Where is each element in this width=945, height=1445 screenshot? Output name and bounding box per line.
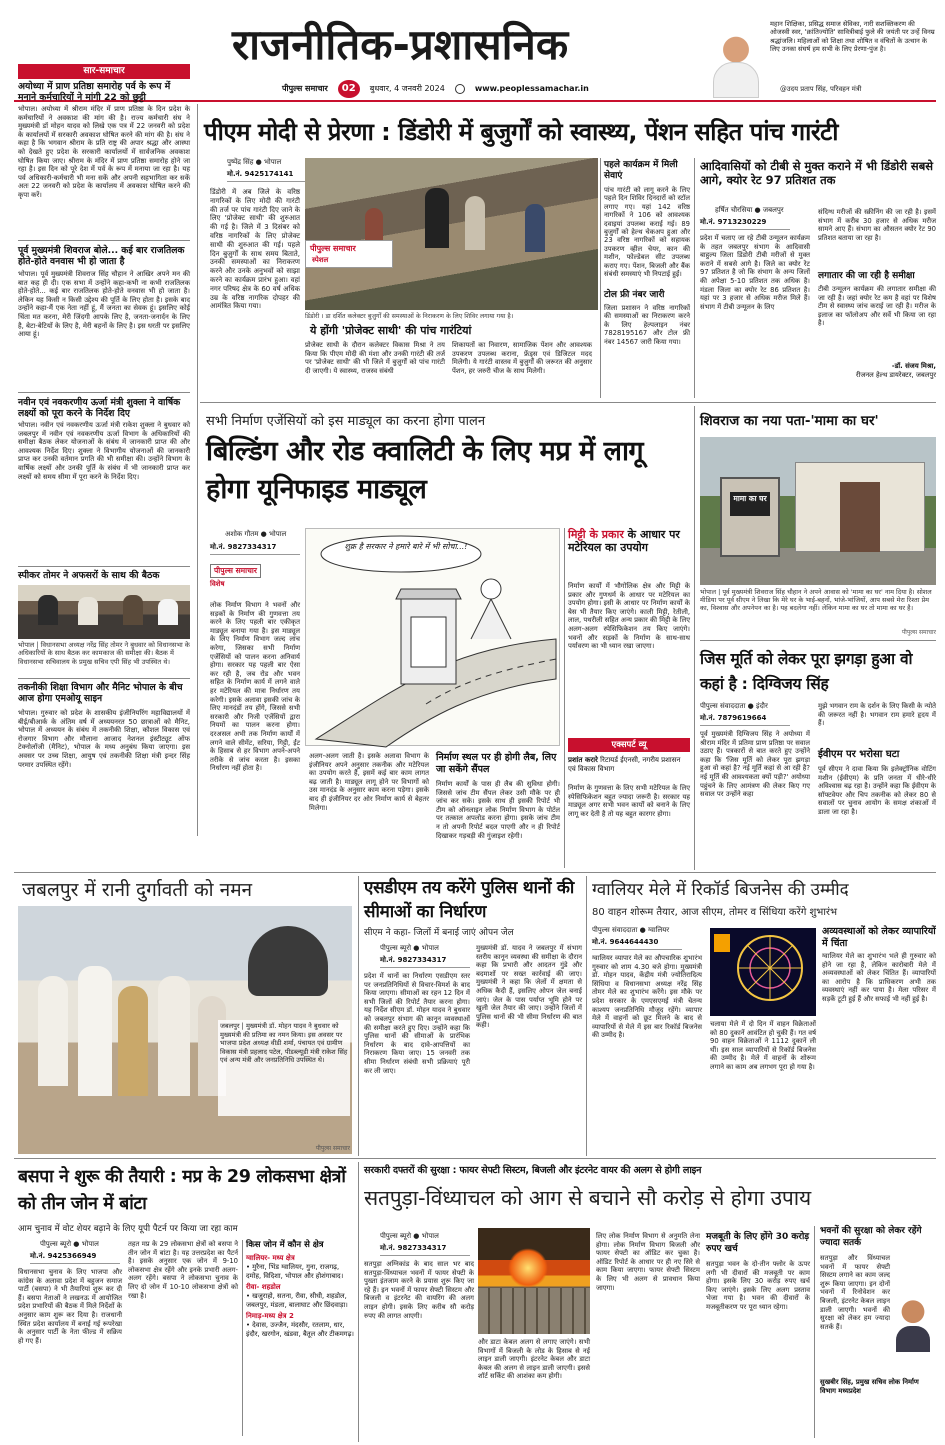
gwalior-side-body: ग्वालियर मेले का शुभारंभ भले ही गुरुवार को होने जा रहा है, लेकिन कारोबारी मेले में अव्यवस्थाओं को लेकर चिंतित हैं। व्यापारियों का आरोप है कि प्राधिकरण अभी तक व्यवस्थाएं नहीं कर पाया है। मेला परिसर में सड़कें टूटी हुई हैं और सफाई भी नहीं हुई है। [822,952,936,1003]
tb-mobile: मो.नं. 9713230229 [700,218,790,230]
module-side-headline [568,528,690,578]
safety-col1: सतपुड़ा अग्निकांड के बाद साल भर बाद सतपुड़ा-विंध्याचल भवनों में फायर सेफ्टी के पुख्ता इंतजाम करने के प्रयास शुरू किए जा रहे हैं। इन भवनों में फायर सेफ्टी सिस्टम और बिजली व इंटरनेट की वायरिंग की अलग लाइन होगी। इसके लिए करीब सौ करोड़ रुपए की लागत आएगी। [364,1260,474,1320]
zone-2-name: रीवा- शहडोल [246,1283,281,1292]
speaker-meeting-photo [18,585,190,639]
lead-side-headline: पहले कार्यक्रम में मिली सेवाएं [604,160,678,181]
safety-quote-author: सुखबीर सिंह, प्रमुख सचिव लोक निर्माण विभाग मध्यप्रदेश [820,1378,919,1395]
rani-caption: जबलपुर | मुख्यमंत्री डॉ. मोहन यादव ने बुधवार को मुख्यमंत्री की प्रतिमा का नमन किया। इस अवसर पर भाजपा प्रदेश अध्यक्ष वीडी शर्मा, पंचायत एवं ग्रामीण विकास मंत्री प्रहलाद पटेल, पीडब्ल्यूडी मंत्री राकेश सिंह एवं अन्य मंत्री और जनप्रतिनिधि उपस्थित थे। [218,1020,350,1116]
rani-headline: जबलपुर में रानी दुर्गावती को नमन [22,879,253,901]
lead-photo [305,158,598,310]
module-side-headline-rest: के आधार पर मटेरियल का उपयोग [568,528,680,554]
lead-mobile: मो.नं. 9425174141 [227,170,317,182]
mama-nameplate: मामा का घर [730,492,770,516]
expert-credit [568,756,690,780]
mama-house-photo [700,437,936,585]
module-tag: पीपुल्स समाचार [210,564,261,578]
module-headline: बिल्डिंग और रोड क्वालिटी के लिए मप्र में लागू होगा यूनिफाइड माड्यूल [206,436,644,505]
brief-4-caption: भोपाल | विधानसभा अध्यक्ष नरेंद्र सिंह तोमर ने बुधवार को विधानसभा के अधिकारियों के साथ बैठक कर कामकाज की समीक्षा की। बैठक में विधानसभा सचिवालय के प्रमुख सचिव एपी सिंह भी उपस्थित थे। [18,641,190,666]
lead-photo-caption: डिंडोरी । डा दर्शित कलेक्टर बुजुर्गों की समस्याओं के निराकरण के लिए शिविर लगाया गया है। [305,313,514,320]
brief-5-headline: तकनीकी शिक्षा विभाग और मैनिट भोपाल के बीच आज होगा एमओयू साइन [18,682,183,704]
tb-quote-role: रीजनल हेल्थ डायरेक्टर, जबलपुर [855,371,936,379]
tb-byline: हर्षित चौरसिया ● जबलपुर [715,206,784,214]
lab-body: निर्माण कार्यों के पास ही लैब की सुविधा होगी। जिससे जांच टीम सैंपल लेकर उसी मौके पर ही जांच कर सके। इसके साथ ही इसकी रिपोर्ट भी टीम को ऑनलाइन लोक निर्माण विभाग के पोर्टल पर तत्काल अपलोड करना होगा। इसके जांच टीम न तो अपनी रिपोर्ट बदल पाएगी और न ही रिपोर्ट दिखाकर गड़बड़ी की गुंजाइश रहेगी। [436,780,560,840]
lead-side-body: पांच गारंटी को लागू करने के लिए पहले दिन शिविर दिनदारों को स्टॉल लगाए गए। यहां 142 वरिष्ठ नागरिकों ने 106 को आवश्यक दवाइयां उपलब्ध कराई गई। 89 बुजुर्गों को हेल्थ चेकअप हुआ और 23 वरिष्ठ नागरिकों को सहायक उपकरण व्हील चेयर, कान की मशीन, फोल्डेबल सीट उपलब्ध कराए गए। पेंशन, बिजली और बैंक संबंधी समस्याएं भी निपटाई हुईं। [604,186,690,279]
safety-col2: और डाटा केबल अलग से लगाए जाएंगे। सभी विभागों में बिजली के लोड के हिसाब से नई लाइन डाली जाएगी। इंटरनेट केबल और डाटा केबल की अलग से लाइन डाली जाएगी। इससे शॉर्ट सर्किट की आशंका कम होगी। [478,1338,590,1381]
lead-sub-col1: प्रोजेक्ट साथी के दौरान कलेक्टर विकास मिश्रा ने तय किया कि पीएम मोदी की मंशा और उनकी गारंटी की तर्ज पर 'प्रोजेक्ट साथी' की भी जिले में बुजुर्गों को पांच गारंटी दी जाएगी। ये स्वास्थ्य, राजस्व संबंधी [305,341,445,375]
website-link[interactable]: www.peoplessamachar.in [474,84,589,93]
tb-quote-name: -डॉ. संजय मिश्रा, [891,362,936,370]
lab-headline: निर्माण स्थल पर ही होगी लैब, लिए जा सकेंगे सैंपल [436,752,557,775]
brief-3-headline: नवीन एवं नवकरणीय ऊर्जा मंत्री शुक्ला ने वार्षिक लक्ष्यों को पूरा करने के निर्देश दिए [18,397,181,419]
gwalior-col1: ग्वालियर व्यापार मेले का औपचारिक शुभारंभ गुरुवार को शाम 4.30 बजे होगा। मुख्यमंत्री डॉ. मोहन यादव, केंद्रीय मंत्री ज्योतिरादित्य सिंधिया व विधानसभा अध्यक्ष नरेंद्र सिंह तोमर मेले का शुभारंभ करेंगे। इस मौके पर प्रदेश सरकार के एमएसएमई मंत्री चेतन्य काश्यप जनप्रतिनिधि मौजूद रहेंगे। व्यापार मेले में वाहनों को छूट मिलने के बाद से व्यापारियों से मेले में इस बार रिकॉर्ड बिजनेस की उम्मीद है। [592,954,702,1040]
paper-name: पीपुल्स समाचार [282,84,328,93]
cartoon [305,528,560,746]
digvijay-col1: पूर्व मुख्यमंत्री दिग्विजय सिंह ने अयोध्या में श्रीराम मंदिर में प्रतिमा प्राण प्रतिष्ठा पर सवाल उठाए हैं। पत्रकारों से बात करते हुए उन्होंने कहा कि 'जिस मूर्ति को लेकर पूरा झगड़ा हुआ वो कहां है? नई मूर्ति कहां से आ रही है? नई मूर्ति की आवश्यकता क्यों पड़ी?' अयोध्या पहुंचने के लिए आमंत्रण की लेकर किए गए सवाल पर उन्होंने कहा [700,730,810,799]
tb-col2: संदिग्ध मरीजों की स्क्रीनिंग की जा रही है। इसमें संभाग में करीब 30 हजार से अधिक मरीज सामने आए हैं। संभाग का औसतन क्योर रेट 90 प्रतिशत बताया जा रहा है। [818,208,936,242]
zone-1-list: • मुरैना, भिंड ग्वालियर, गुना, राजगढ़, दमोह, विदिशा, भोपाल और होशंगाबाद। [246,1263,344,1280]
digvijay-col2: मुझे भगवान राम के दर्शन के लिए किसी के न्योते की जरूरत नहीं है। भगवान राम हमारे हृदय में हैं। [818,702,936,728]
safety-headline: सतपुड़ा-विंध्याचल को आग से बचाने सौ करोड़ से होगा उपाय [364,1186,812,1210]
fair-ferris-wheel-photo [710,928,816,1016]
globe-icon [455,84,465,94]
gwalior-col2: चलाया मेले में दो दिन में वाहन विक्रेताओं को 80 दुकानें आवंटित हो चुकी हैं। गत वर्ष 90 वाहन विक्रेताओं ने 1112 दुकानें ली थीं। इस साल व्यापारियों से रिकॉर्ड बिजनेस की उम्मीद है। मेले में वाहनों के शोरूम लगाने का काम अब लगभग पूरा हो गया है। [710,1020,816,1071]
lead-sub-col2: शिकायतों का निवारण, सामाजिक पेंशन और आवश्यक उपकरण उपलब्ध कराना, फ्रेंड्स एवं डिजिटल मदद मिलेगी। ये गारंटी वास्तव में बुजुर्गों की जरूरत की अनुसार पेंशन, हर जरुरी चीज के साथ मिलेगी। [452,341,592,375]
lead-subhead: ये होंगी 'प्रोजेक्ट साथी' की पांच गारंटियां [310,324,472,337]
expert-role: रिटायर्ड ईएनसी, नगरीय प्रशासन एवं विकास विभाग [568,756,681,773]
zone-3-list: • देवास, उज्जैन, मंदसौर, रतलाम, धार, इंदौर, खरगोन, खंडवा, बैतूल और टीकमगढ़। [246,1321,355,1338]
bsp-byline: पीपुल्स ब्यूरो ● भोपाल [40,1240,99,1248]
lead-byline: पुष्पेंद्र सिंह ● भोपाल [227,158,282,166]
fire-photo [478,1228,590,1334]
cartoon-speech: शुक्र है सरकार ने हमारे बारे में भी सोचा...! [344,542,468,551]
tb-quote-author [818,362,936,380]
module-mobile: मो.नं. 9827334317 [210,543,300,555]
safety-right-headline: भवनों की सुरक्षा को लेकर रहेंगे ज्यादा सतर्क [820,1226,922,1248]
mama-caption: भोपाल | पूर्व मुख्यमंत्री शिवराज सिंह चौहान ने अपने आवास को 'मामा का घर' नाम दिया है। सोशल मीडिया पर पूर्व सीएम ने लिखा कि मेरे घर के भाई-बहनों, भांजे-भांजियों, आप सबसे मेरा रिश्ता प्रेम का, विश्वास और अपनेपन का है। यह बदलेगा नहीं। लेकिन मामा का घर तो मामा का घर है। [700,588,932,613]
safety-side-body: सतपुड़ा भवन के दो-तीन फ्लोर के ऊपर लगी भी दीवारों की मजबूती पर काम होगा। इसके लिए 30 करोड़ रुपए खर्च किए जाएंगे। इसके लिए अलग प्रस्ताव भेजा गया है। भवन की दीवारों के मजबूतीकरण पर पूरा ध्यान रहेगा। [706,1260,810,1311]
official-photo [890,1290,936,1352]
zone-1-name: ग्वालियर- मध्य क्षेत्र [246,1254,295,1262]
module-side-headline-red: मिट्टी के प्रकार [568,528,624,541]
sdm-deck: सीएम ने कहा- जिलों में बनाई जाएं ओपन जेल [364,928,514,938]
zone-box [246,1240,354,1436]
bsp-headline: बसपा ने शुरू की तैयारी : मप्र के 29 लोकसभा क्षेत्रों को तीन जोन में बांटा [18,1167,346,1214]
zone-3-name: निमाड़-मध्य क्षेत्र 2 [246,1312,294,1321]
module-side-body: निर्माण कार्यों में भौगोलिक क्षेत्र और मिट्टी के प्रकार और गुणधर्म के आधार पर मटेरियल का उपयोग होगा। इसी के आधार पर निर्माण कार्यों के बेस भी तैयार किए जाएंगे। काली मिट्टी, रेतीली, लाल, पथरीली सहित अन्य प्रकार की मिट्टी के लिए अलग-अलग स्पेसिफिकेशन तय किए जाएंगे। भवनों और सड़कों के निर्माण के साथ-साथ पर्यावरण का भी ध्यान रखा जाएगा। [568,582,690,651]
quote-author: @उदय प्रताप सिंह, परिवहन मंत्री [780,85,862,93]
tb-headline: आदिवासियों को टीबी से मुक्त कराने में भी डिंडोरी सबसे आगे, क्योर रेट 97 प्रतिशत तक [700,159,934,187]
gwalior-side-headline: अव्यवस्थाओं को लेकर व्यापारियों में चिंता [822,926,936,949]
lead-col1: डिंडोरी में अब जिले के वरिष्ठ नागरिकों के लिए मोदी की गारंटी की तर्ज पर पांच गारंटी दिए जाने के लिए 'प्रोजेक्ट साथी' की शुरुआत की गई है। जिले में 3 दिसंबर को वरिष्ठ नागरिकों के लिए प्रोजेक्ट साथी की शुरुआत की गई। पहले दिन बुजुर्गों के साथ समय बिताते, उनकी समस्याओं का निराकरण करने और उनके अनुभवों को साझा करने का कार्यक्रम प्रारंभ हुआ। वहां नगर परिषद क्षेत्र के 60 वर्ष अधिक उम्र के वरिष्ठ नागरिक दोपहर की आमंत्रित किया गया। [210,188,300,311]
toll-free-body: जिला प्रशासन ने वरिष्ठ नागरिकों की समस्याओं का निराकरण करने के लिए हेल्पलाइन नंबर 7828195167 और टोल फ्री नंबर 14567 जारी किया गया। [604,304,690,346]
brief-1-headline: अयोध्या में प्राण प्रतिष्ठा समारोह पर्व के रूप में मनाने कर्मचारियों ने मांगी 22 को छुट्टी [18,81,171,103]
digvijay-sub-body: पूर्व सीएम ने दावा किया कि इलेक्ट्रॉनिक वोटिंग मशीन (ईवीएम) के प्रति जनता में धीरे-धीरे अविश्वास बढ़ रहा है। उन्होंने कहा कि ईवीएम के सॉफ्टवेयर और चिप तकनीक को लेकर 80 से सवालों पर चुनाव आयोग के समक्ष शंकाओं में डाला जा रहा है। [818,765,936,816]
sdm-headline: एसडीएम तय करेंगे पुलिस थानों की सीमाओं का निर्धारण [364,878,575,922]
safety-byline: पीपुल्स ब्यूरो ● भोपाल [380,1232,439,1240]
module-byline: अशोक गौतम ● भोपाल [225,530,287,538]
sar-samachar-label: सार-समाचार [18,64,190,79]
module-special-label: विशेष [210,580,225,588]
lead-headline: पीएम मोदी से प्रेरणा : डिंडोरी में बुजुर्गों को स्वास्थ्य, पेंशन सहित पांच गारंटी [204,118,838,146]
safety-col3: लिए लोक निर्माण विभाग से अनुमति लेना होगा। लोक निर्माण विभाग बिजली और फायर सेफ्टी का ऑडिट कर चुका है। ऑडिट रिपोर्ट के आधार पर ही नए सिरे से काम किया जाएगा। फायर सेफ्टी सिस्टम के लिए भी अलग से प्रावधान किया जाएगा। [596,1232,700,1292]
toll-free-headline: टोल फ्री नंबर जारी [604,290,665,300]
brief-1-body: भोपाल। अयोध्या में श्रीराम मंदिर में प्राण प्रतिष्ठा के दिन प्रदेश के कर्मचारियों ने अवकाश की मांग की है। राज्य कर्मचारी संघ ने मुख्यमंत्री डॉ मोहन यादव को लिखे एक पत्र में 22 जनवरी को प्रदेश के कार्यालयों में सरकारी अवकाश घोषित करने की मांग की है। संघ ने कहा है कि भगवान श्रीराम के प्रति राष्ट्र की अपार श्रद्धा और आस्था को देखते हुए प्रदेश के सरकारी कार्यालयों में सार्वजनिक अवकाश घोषित किया जाए। श्रीराम के मंदिर में प्राण प्रतिष्ठा समारोह होने जा रहा है। इस दिन को पूरे देश में पर्व के रूप में मनाया जा रहा है। यह पर्व अधिकारी-कर्मचारी भी मना सकें और अपनी सहभागिता कर सकें अतः 22 जनवरी को प्रदेश के कार्यालय में अवकाश घोषित करने की कृपा करें। [18,105,190,199]
expert-label: एक्सपर्ट व्यू [568,738,690,752]
brief-4-headline: स्पीकर तोमर ने अफसरों के साथ की बैठक [18,570,160,581]
digvijay-headline: जिस मूर्ति को लेकर पूरा झगड़ा हुआ वो कहां है : दिग्विजय सिंह [700,650,913,693]
module-col1: लोक निर्माण विभाग ने भवनों और सड़कों के निर्माण की गुणवत्ता तय करने के लिए पहली बार एकीकृत माड्यूल बनाया गया है। इस माड्यूल के लिए निर्माण विभाग जल्द लांच करेगा, जिसका सभी निर्माण एजेंसियों को पालन करना अनिवार्य होगा। सरकार यह पहली बार ऐसा कर रही है, जब रोड और भवन सहित के निर्माण कार्य में लगने वाले हर मटेरियल की मात्रा निर्धारण तय करेगी। इसके अलावा इसकी जांच के लिए मानदंडों तय होंगे, जिससे सभी सरकारी और निजी एजेंसियों द्वारा नियमों का पालन करना होगा। दरअसल अभी तक निर्माण कार्यों में लगने वाले सीमेंट, सरिया, गिट्टी, ईंट के हिसाब से हर विभाग अपने-अपने तरीके से जांच करता है। इसका निर्धारण नहीं होता है। [210,601,300,773]
bsp-mobile: मो.नं. 9425366949 [30,1252,120,1264]
brief-2-headline: पूर्व मुख्यमंत्री शिवराज बोले... कई बार राजतिलक होते-होते वनवास भी हो जाता है [18,245,185,267]
section-title: राजनीतिक-प्रशासनिक [232,20,569,69]
minister-photo [705,20,767,98]
expert-body: निर्माण के गुणवत्ता के लिए सभी मटेरियल के लिए स्पेसिफिकेशन बहुत ज्यादा जरूरी है। सरकार यह माड्यूल अगर सभी भवन कार्यों को बनाने के लिए लागू कर देती है तो यह बहुत कारगर होगा। [568,784,690,818]
bsp-col2: तहत मप्र के 29 लोकसभा क्षेत्रों को बसपा ने तीन जोन में बांटा है। यह उत्तरप्रदेश का पैटर्न है। इसके अनुसार एक जोन में 9-10 लोकसभा क्षेत्र रहेंगे और इनके प्रभारी अलग-अलग रहेंगे। बसपा ने लोकसभा चुनाव के लिए दो जोन में 10-10 लोकसभा क्षेत्रों को रखा है। [128,1240,238,1300]
tb-col1: प्रदेश में चलाए जा रहे टीबी उन्मूलन कार्यक्रम के तहत जबलपुर संभाग के आदिवासी बाहुल्य जिला डिंडोरी टीबी मरीजों से मुक्त कराने में सबसे आगे है। जिले का क्योर रेट 97 प्रतिशत है जो कि संभाग के अन्य जिलों की अपेक्षा 5-10 प्रतिशत तक अधिक है। मंडला जिला का क्योर रेट 86 प्रतिशत है। यहां पर 3 हजार से अधिक मरीज मिले हैं। संभाग में टीबी उन्मूलन के लिए [700,234,810,311]
masthead-left [14,8,229,48]
zone-box-headline: किस जोन में कौन से क्षेत्र [246,1240,324,1250]
zone-2-list: • खजुराहो, सतना, रीवा, सीधी, शहडोल, जबलपुर, मंडला, बालाघाट और छिंदवाड़ा। [246,1292,348,1309]
tb-subhead: लगातार की जा रही है समीक्षा [818,271,915,281]
digvijay-mobile: मो.नं. 7879619664 [700,714,790,726]
lead-photo-tag: पीपुल्स समाचार [310,244,356,253]
safety-right-body: सतपुड़ा और विंध्याचल भवनों में फायर सेफ्टी सिस्टम लगाने का काम जल्द शुरू किया जाएगा। इन दोनों भवनों में रिनोवेशन कर बिजली, इंटरनेट केबल लाइन डाली जाएगी। भवनों की सुरक्षा को लेकर हम ज्यादा सतर्क हैं। [820,1254,890,1331]
safety-mobile: मो.नं. 9827334317 [380,1244,470,1256]
digvijay-subhead: ईवीएम पर भरोसा घटा [818,749,900,760]
gwalior-byline: पीपुल्स संवाददाता ● ग्वालियर [592,926,670,934]
quote-text: महान शिक्षिका, प्रसिद्ध समाज सेविका, नारी सशक्तिकरण की ओजस्वी स्वर, 'क्रांतिज्योति' सावित्रीबाई फुले की जयंती पर उन्हें विनम्र श्रद्धांजलि। महिलाओं को शिक्षा तथा शोषित व वंचितों के उत्थान के लिए उनका संघर्ष हम सभी के लिए प्रेरणा-पुंज है। [770,20,935,54]
sdm-mobile: मो.नं. 9827334317 [380,956,470,968]
digvijay-byline: पीपुल्स संवाददाता ● इंदौर [700,702,768,710]
sdm-col2: मुख्यमंत्री डॉ. यादव ने जबलपुर में संभाग स्तरीय कानून व्यवस्था की समीक्षा के दौरान कहा कि प्रभारी और आदतन गुंडे और बदमाशों पर सख्त कार्रवाई की जाए। मुख्यमंत्री ने कहा कि जेलों में क्षमता से अधिक कैदी हैं, इसलिए ओपन जेल बनाई जाएं। जेल के पास पर्याप्त भूमि होने पर खुली जेल तैयार की जाए। उन्होंने जिलों में पुलिस थानों की भी सीमा निर्धारण की बात कही। [476,944,582,1030]
sdm-col1: प्रदेश में थानों का निर्धारण एसडीएम स्तर पर जनप्रतिनिधियों से विचार-विमर्श के बाद किया जाएगा। सीमाओं का रहन 12 दिन में सभी जिलों की रिपोर्ट तैयार करना होगा। यह निर्देश सीएम डॉ. मोहन यादव ने बुधवार को जबलपुर संभाग की कानून व्यवस्थाओं की समीक्षा करते हुए दिए। उन्होंने कहा कि पुलिस थानों की सीमाओं के प्रारंभिक निर्धारण के बाद दावे-आपत्तियों का निराकरण किया जाए। 15 जनवरी तक सीमा निर्धारण संबंधी सभी प्रक्रियाएं पूरी कर ली जाए। [364,972,470,1075]
issue-date: बुधवार, 4 जनवरी 2024 [369,84,445,93]
module-col2: अलग-अलग जाती है। इसके अलावा विभाग के इंजीनियर अपने अनुसार तकनीक और मटेरियल का उपयोग करते हैं, इसमें कई बार काम लागत बढ़ जाती है। माड्यूल लागू होने पर विभागों को उस मानदंड के अनुसार काम करना पड़ेगा। इसके बाद ही इंजीनियर दर ओर निर्माण कार्य से बेहतर मिलेगा। [309,752,429,812]
brief-5-body: भोपाल। गुरुवार को प्रदेश के शासकीय इंजीनियरिंग महाविद्यालयों में बीई/बीआर्क के अंतिम वर्ष में अध्ययनरत 50 छात्राओं को मैनिट, भोपाल में अध्ययन के संबंध में तकनीकी शिक्षा, कौशल विकास एवं रोजगार विभाग और मौलाना आजाद नेशनल इंस्टीट्यूट ऑफ टेक्नोलॉजी (मैनिट), भोपाल के मध्य अनुबंध किया जाएगा। इस अवसर पर उच्च शिक्षा, आयुष एवं तकनीकी शिक्षा मंत्री इन्दर सिंह परमार उपस्थित रहेंगे। [18,709,190,769]
gwalior-mobile: मो.नं. 9644644430 [592,938,682,950]
brief-3-body: भोपाल। नवीन एवं नवकरणीय ऊर्जा मंत्री राकेश शुक्ला ने बुधवार को जबलपुर में नवीन एवं नवकरणीय ऊर्जा विभाग के अधिकारियों की समीक्षा बैठक लेकर योजनाओं के संबंध में जानकारी प्राप्त की और आवश्यक निर्देश दिए। शुक्ला ने विभागीय योजनाओं की जानकारी प्राप्त कर उनकी वर्तमान प्रगति की भी समीक्षा की। उन्होंने विभाग के वार्षिक लक्ष्यों और उनकी पूर्ति के संबंध में भी जानकारी प्राप्त कर लक्ष्यों को समय सीमा में पूरा करने के निर्देश दिए। [18,421,190,481]
tb-sub-body: टीबी उन्मूलन कार्यक्रम की लगातार समीक्षा की जा रही है। जहां क्योर रेट कम है वहां पर विशेष टीम से स्वास्थ्य जांच कराई जा रही है। मरीज के इलाज का फॉलोअप और सर्वे भी किया जा रहा है। [818,285,936,328]
lead-special-label: स्पेशल [312,256,329,264]
safety-side-headline: मजबूती के लिए होंगे 30 करोड़ रुपए खर्च [706,1232,810,1254]
rani-tag: पीपुल्स समाचार [315,1145,350,1152]
gwalior-deck: 80 वाहन शोरूम तैयार, आज सीएम, तोमर व सिंधिया करेंगे शुभारंभ [592,907,838,918]
page-number: 02 [338,80,360,98]
safety-kicker: सरकारी दफ्तरों की सुरक्षा : फायर सेफ्टी सिस्टम, बिजली और इंटरनेट वायर की अलग से होगी लाइन [364,1165,702,1176]
module-kicker: सभी निर्माण एजेंसियों को इस माड्यूल का करना होगा पालन [206,414,486,429]
gwalior-headline: ग्वालियर मेले में रिकॉर्ड बिजनेस की उम्मीद [592,880,849,900]
sdm-byline: पीपुल्स ब्यूरो ● भोपाल [380,944,439,952]
bsp-deck: आम चुनाव में वोट शेयर बढ़ाने के लिए यूपी पैटर्न पर किया जा रहा काम [18,1224,238,1234]
mama-headline: शिवराज का नया पता-'मामा का घर' [700,413,879,429]
brief-2-body: भोपाल। पूर्व मुख्यमंत्री शिवराज सिंह चौहान ने आखिर अपने मन की बात कह ही दी। एक सभा में उन्होंने कहा-कभी ना कभी राजतिलक होते-होते... कई बार राजतिलक होते-होते वनवास भी हो जाता है। लेकिन यह किसी न किसी उद्देश्य की पूर्ति के लिए होता है। इसके बाद उन्होंने कहा-मैं एक नेता नहीं हूं, मैं जनता का सेवक हूं। इसलिए कोई चिंता मत करना, मेरी जिंदगी आपके लिए है, जनता-जनार्दन के लिए है, बेटा-बेटियों के लिए है, मेरी बहनों के लिए है। इस धरती पर इसलिए आया हूं। [18,270,190,339]
expert-name: प्रशांत करारे [568,756,598,764]
mama-tag: पीपुल्स समाचार [901,629,936,636]
masthead-meta [282,80,702,98]
bsp-col1: विधानसभा चुनाव के लिए भाजपा और कांग्रेस के अलावा प्रदेश में बहुजन समाज पार्टी (बसपा) ने भी तैयारियां शुरू कर दी हैं। बसपा नेताओं ने लखनऊ में आयोजित प्रदेश प्रभारियों की बैठक में मिले निर्देशों के अनुसार काम शुरू कर दिया है। राजधानी स्थित प्रदेश कार्यालय में बनाई गई रूपरेखा के अनुसार पार्टी के नेता फील्ड में सक्रिय हो गए हैं। [18,1268,122,1345]
